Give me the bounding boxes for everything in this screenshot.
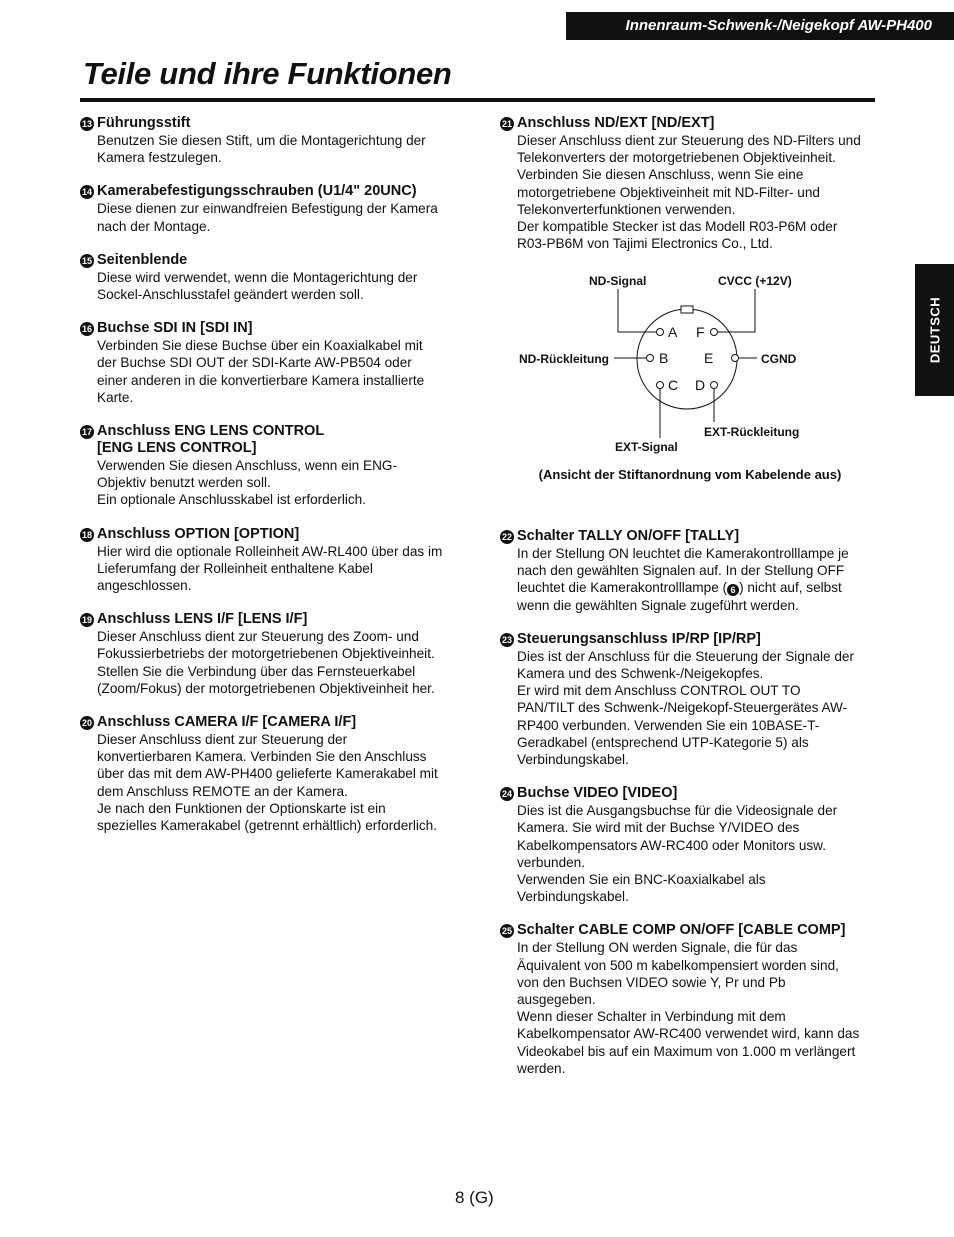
item-number-badge: 18 <box>81 529 92 540</box>
item-title: Anschluss ENG LENS CONTROL [ENG LENS CONTROL] <box>97 423 325 457</box>
pin-c: C <box>668 377 679 393</box>
item-number-badge: 13 <box>81 119 92 129</box>
list-item <box>500 785 880 905</box>
item-title: Schalter CABLE COMP ON/OFF [CABLE COMP] <box>517 922 846 939</box>
right-column-top <box>500 115 880 269</box>
item-description: Benutzen Sie diesen Stift, um die Montagerichtung der Kamera festzulegen. <box>97 133 426 166</box>
item-description-part: In der Stellung ON leuchtet die Kamerakontrolllampe je nach den gewählten Signalen auf. In der Stellung OFF leuchtet die Kamerakontrolllampe ( <box>517 546 849 596</box>
connector-pin-diagram <box>500 262 880 492</box>
left-column <box>80 115 465 851</box>
item-description: Dieser Anschluss dient zur Steuerung des Zoom- und Fokussierbetriebs der motorgetriebenen Objektiveinheit. Stellen Sie die Verbindung über das Fernsteuerkabel (Zoom/Fokus) der motorgetriebenen Objektiveinheit her. <box>97 629 435 696</box>
item-number-badge: 15 <box>81 255 92 266</box>
reference-number-badge: 6 <box>727 584 739 596</box>
item-number-badge: 24 <box>501 789 512 800</box>
item-description: Dies ist die Ausgangsbuchse für die Videosignale der Kamera. Sie wird mit der Buchse Y/VIDEO des Kabelkompensators AW-RC400 oder Monitors usw. verbunden. Verwenden Sie ein BNC-Koaxialkabel als Verbindungskabel. <box>517 803 838 905</box>
list-item <box>500 115 880 252</box>
list-item <box>80 183 465 234</box>
item-title: Steuerungsanschluss IP/RP [IP/RP] <box>517 630 761 647</box>
pin-a: A <box>668 324 678 340</box>
list-item <box>80 714 465 834</box>
label-nd-return: ND-Rückleitung <box>519 352 609 366</box>
item-title: Seitenblende <box>97 251 188 268</box>
header-product-title: Innenraum-Schwenk-/Neigekopf AW-PH400 <box>566 12 954 40</box>
item-title: Anschluss ND/EXT [ND/EXT] <box>517 115 715 131</box>
item-description <box>517 545 880 614</box>
language-tab-label: DEUTSCH <box>927 296 942 364</box>
pin-e: E <box>704 350 714 366</box>
item-description: Verbinden Sie diese Buchse über ein Koaxialkabel mit der Buchse SDI OUT der SDI-Karte AW-PB504 oder einer anderen in die konvertierbare Kamera installierte Karte. <box>97 338 425 405</box>
item-number-badge: 23 <box>501 634 512 645</box>
list-item <box>500 631 880 768</box>
item-title: Buchse SDI IN [SDI IN] <box>97 320 253 337</box>
item-description: Hier wird die optionale Rolleinheit AW-RL400 über das im Lieferumfang der Rolleinheit enthaltene Kabel angeschlossen. <box>97 543 443 594</box>
item-description: Dieser Anschluss dient zur Steuerung des ND-Filters und Telekonverters der motorgetriebenen Objektiveinheit. Verbinden Sie diesen Anschluss, wenn Sie eine motorgetriebene Objektiveinheit mit ND-Filter- und Telekonverterfunktionen verwenden. Der kompatible Stecker ist das Modell R03-P6M oder R03-PB6M von Tajimi Electronics Co., Ltd. <box>517 133 861 252</box>
item-title: Anschluss OPTION [OPTION] <box>97 525 300 542</box>
item-title: Anschluss LENS I/F [LENS I/F] <box>97 611 308 628</box>
item-number-badge: 20 <box>81 718 92 729</box>
page-title: Teile und ihre Funktionen <box>83 56 452 91</box>
label-ext-return: EXT-Rückleitung <box>704 425 800 439</box>
item-title: Anschluss CAMERA I/F [CAMERA I/F] <box>97 714 357 731</box>
item-number-badge: 21 <box>501 119 512 129</box>
diagram-caption: (Ansicht der Stiftanordnung vom Kabelende aus) <box>538 467 842 482</box>
language-tab <box>915 264 954 396</box>
label-cgnd: CGND <box>761 352 797 366</box>
item-number-badge: 14 <box>81 187 92 198</box>
list-item <box>80 252 465 303</box>
item-description-part: ) nicht auf, selbst wenn die gewählten Signale zugeführt werden. <box>517 580 842 613</box>
list-item <box>80 611 465 697</box>
list-item <box>80 423 465 509</box>
item-description: Verwenden Sie diesen Anschluss, wenn ein ENG- Objektiv benutzt werden soll. Ein optionale Anschlusskabel ist erforderlich. <box>97 458 397 508</box>
label-ext-signal: EXT-Signal <box>615 440 678 454</box>
title-divider <box>80 98 875 102</box>
page-number: 8 (G) <box>455 1188 494 1207</box>
list-item <box>500 528 880 614</box>
list-item <box>80 320 465 406</box>
item-description: Dies ist der Anschluss für die Steuerung der Signale der Kamera und des Schwenk-/Neigekopfes. Er wird mit dem Anschluss CONTROL OUT TO PAN/TILT des Schwenk-/Neigekopf-Steuergerätes AW- RP400 verbunden. Verwenden Sie ein 10BASE-T- Geradkabel (entsprechend UTP-Kategorie 5) als Verbindungskabel. <box>517 648 855 768</box>
item-number-badge: 19 <box>81 615 92 626</box>
list-item <box>80 526 465 595</box>
label-nd-signal: ND-Signal <box>589 274 647 288</box>
item-description: Diese dienen zur einwandfreien Befestigung der Kamera nach der Montage. <box>97 201 438 234</box>
pin-b: B <box>659 350 669 366</box>
item-description: In der Stellung ON werden Signale, die für das Äquivalent von 500 m kabelkompensiert worden sind, von den Buchsen VIDEO sowie Y, Pr und Pb ausgegeben. Wenn dieser Schalter in Verbindung mit dem Kabelkompensator AW-RC400 verwendet wird, kann das Videokabel bis auf ein Maximum von 1.000 m verlängert werden. <box>517 940 860 1076</box>
item-description: Diese wird verwendet, wenn die Montagerichtung der Sockel-Anschlusstafel geändert werden soll. <box>97 269 418 303</box>
item-number-badge: 16 <box>81 324 92 335</box>
pin-d: D <box>695 377 706 393</box>
item-title: Schalter TALLY ON/OFF [TALLY] <box>517 528 740 544</box>
list-item <box>80 115 465 166</box>
item-title: Kamerabefestigungsschrauben (U1/4" 20UNC) <box>97 183 417 200</box>
label-cvcc: CVCC (+12V) <box>718 274 792 288</box>
pin-f: F <box>696 324 705 340</box>
item-title: Führungsstift <box>97 115 191 131</box>
right-column-bottom <box>500 528 880 1094</box>
item-description: Dieser Anschluss dient zur Steuerung der konvertierbaren Kamera. Verbinden Sie den Anschluss über das mit dem AW-PH400 gelieferte Kamerakabel mit dem Anschluss REMOTE an der Kamera. Je nach den Funktionen der Optionskarte ist ein spezielles Kamerakabel (getrennt erhältlich) erforderlich. <box>97 732 438 834</box>
item-number-badge: 17 <box>81 427 92 438</box>
item-number-badge: 25 <box>501 926 512 937</box>
item-number-badge: 22 <box>501 532 512 542</box>
list-item <box>500 922 880 1077</box>
item-title: Buchse VIDEO [VIDEO] <box>517 785 678 802</box>
